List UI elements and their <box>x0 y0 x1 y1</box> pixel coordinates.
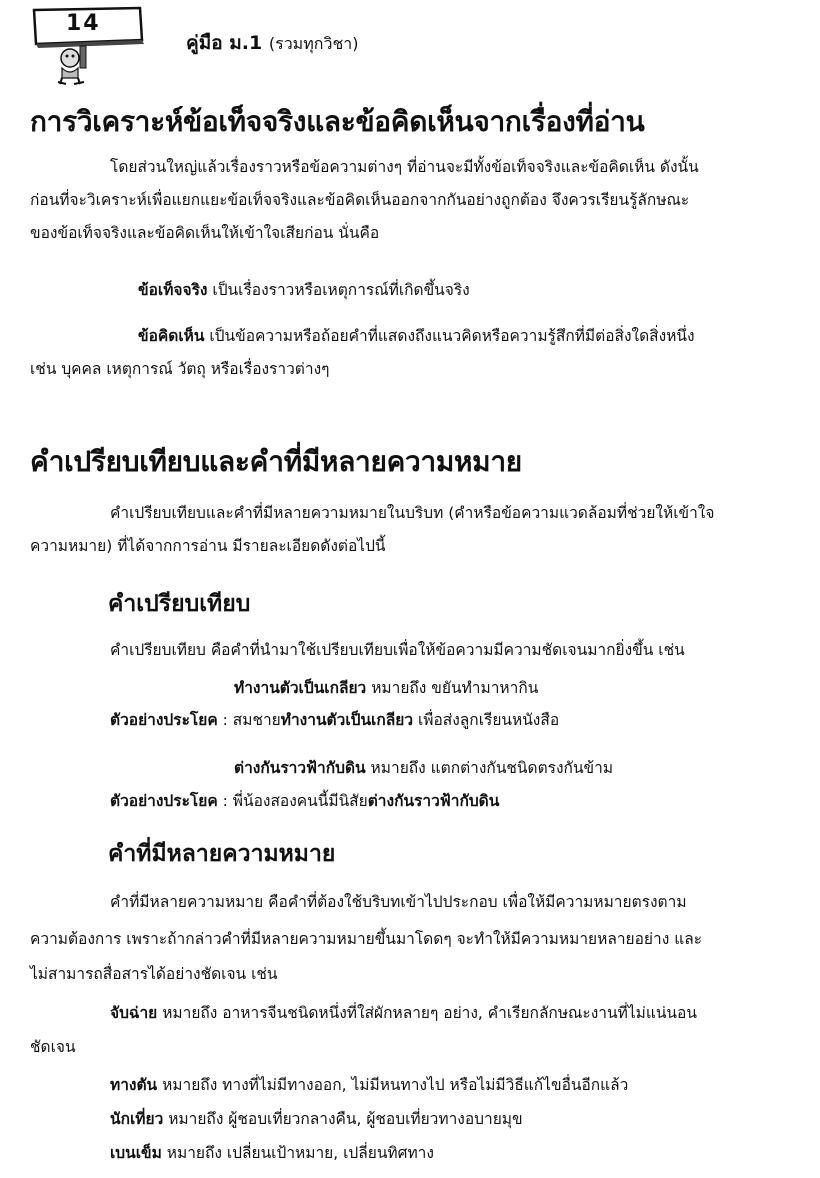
example-1-bold: ทำงานตัวเป็นเกลียว <box>280 711 414 729</box>
section2-intro-line-1: คำเปรียบเทียบและคำที่มีหลายความหมายในบริบท (คำหรือข้อความแวดล้อมที่ช่วยให้เข้าใจ <box>110 504 715 522</box>
book-title-main: คู่มือ ม.1 <box>186 32 263 54</box>
fact-definition <box>138 274 470 307</box>
example-1-label: ตัวอย่างประโยค <box>110 711 218 729</box>
example-2-bold: ต่างกันราวฟ้ากับดิน <box>367 792 500 810</box>
comparison-example-1-sentence <box>110 704 559 737</box>
fact-def: เป็นเรื่องราวหรือเหตุการณ์ที่เกิดขึ้นจริง <box>207 281 470 299</box>
comparison-example-2 <box>234 752 613 785</box>
cartoon-signboard-icon <box>28 6 148 86</box>
polysemy-desc-line-2: ความต้องการ เพราะถ้ากล่าวคำที่มีหลายความหมายขึ้นมาโดดๆ จะทำให้มีความหมายหลายอย่าง และ <box>30 930 703 948</box>
polysemy-item-2 <box>110 1069 628 1102</box>
polysemy-desc-line-1: คำที่มีหลายความหมาย คือคำที่ต้องใช้บริบทเข้าไปประกอบ เพื่อให้มีความหมายตรงตาม <box>110 893 687 911</box>
polysemy-item-4 <box>110 1137 434 1170</box>
polysemy-item-1-line-2: ชัดเจน <box>30 1038 76 1056</box>
page-number: 14 <box>66 11 101 36</box>
example-2-label: ตัวอย่างประโยค <box>110 792 218 810</box>
item-4-def: หมายถึง เปลี่ยนเป้าหมาย, เปลี่ยนทิศทาง <box>161 1144 434 1162</box>
item-4-term: เบนเข็ม <box>110 1144 162 1162</box>
section2-heading: คำเปรียบเทียบและคำที่มีหลายความหมาย <box>30 445 522 478</box>
section1-heading: การวิเคราะห์ข้อเท็จจริงและข้อคิดเห็นจากเรื่องที่อ่าน <box>30 105 645 138</box>
item-2-term: ทางตัน <box>110 1076 158 1094</box>
book-title-subtitle: (รวมทุกวิชา) <box>268 34 359 53</box>
opinion-definition <box>138 320 695 353</box>
example-2-meaning: หมายถึง แตกต่างกันชนิดตรงกันข้าม <box>365 759 614 777</box>
opinion-def: เป็นข้อความหรือถ้อยคำที่แสดงถึงแนวคิดหรือความรู้สึกที่มีต่อสิ่งใดสิ่งหนึ่ง <box>204 327 695 345</box>
section1-para-line-1: โดยส่วนใหญ่แล้วเรื่องราวหรือข้อความต่างๆ ที่อ่านจะมีทั้งข้อเท็จจริงและข้อคิดเห็น ดังนั้น <box>110 158 699 176</box>
item-3-term: นักเที่ยว <box>110 1110 164 1128</box>
page-header <box>28 6 808 86</box>
example-2-pre: : พี่น้องสองคนนี้มีนิสัย <box>217 792 368 810</box>
section1-para-line-2: ก่อนที่จะวิเคราะห์เพื่อแยกแยะข้อเท็จจริงและข้อคิดเห็นออกจากกันอย่างถูกต้อง จึงควรเรียนรู้ลักษณะ <box>30 191 690 209</box>
comparison-example-1 <box>234 672 538 705</box>
item-1-def: หมายถึง อาหารจีนชนิดหนึ่งที่ใส่ผักหลายๆ อย่าง, คำเรียกลักษณะงานที่ไม่แน่นอน <box>157 1004 697 1022</box>
comparison-example-2-sentence <box>110 785 499 818</box>
polysemy-item-1 <box>110 997 697 1030</box>
subsection-polysemy-heading: คำที่มีหลายความหมาย <box>108 841 336 867</box>
example-1-post: เพื่อส่งลูกเรียนหนังสือ <box>413 711 560 729</box>
item-1-term: จับฉ่าย <box>110 1004 158 1022</box>
section2-intro-line-2: ความหมาย) ที่ได้จากการอ่าน มีรายละเอียดดังต่อไปนี้ <box>30 537 386 555</box>
opinion-definition-line-2: เช่น บุคคล เหตุการณ์ วัตถุ หรือเรื่องราวต่างๆ <box>30 360 330 378</box>
example-1-meaning: หมายถึง ขยันทำมาหากิน <box>366 679 539 697</box>
subsection-comparison-heading: คำเปรียบเทียบ <box>108 591 251 617</box>
example-1-term: ทำงานตัวเป็นเกลียว <box>234 679 367 697</box>
comparison-description: คำเปรียบเทียบ คือคำที่นำมาใช้เปรียบเทียบเพื่อให้ข้อความมีความชัดเจนมากยิ่งขึ้น เช่น <box>110 641 685 659</box>
polysemy-item-3 <box>110 1103 523 1136</box>
fact-term: ข้อเท็จจริง <box>138 281 208 299</box>
example-2-term: ต่างกันราวฟ้ากับดิน <box>234 759 366 777</box>
example-1-pre: : สมชาย <box>217 711 281 729</box>
book-title <box>186 28 359 58</box>
polysemy-desc-line-3: ไม่สามารถสื่อสารได้อย่างชัดเจน เช่น <box>30 965 278 983</box>
section1-para-line-3: ของข้อเท็จจริงและข้อคิดเห็นให้เข้าใจเสียก่อน นั่นคือ <box>30 224 380 242</box>
item-2-def: หมายถึง ทางที่ไม่มีทางออก, ไม่มีหนทางไป หรือไม่มีวิธีแก้ไขอื่นอีกแล้ว <box>157 1076 629 1094</box>
opinion-term: ข้อคิดเห็น <box>138 327 205 345</box>
item-3-def: หมายถึง ผู้ชอบเที่ยวกลางคืน, ผู้ชอบเที่ยวทางอบายมุข <box>163 1110 523 1128</box>
